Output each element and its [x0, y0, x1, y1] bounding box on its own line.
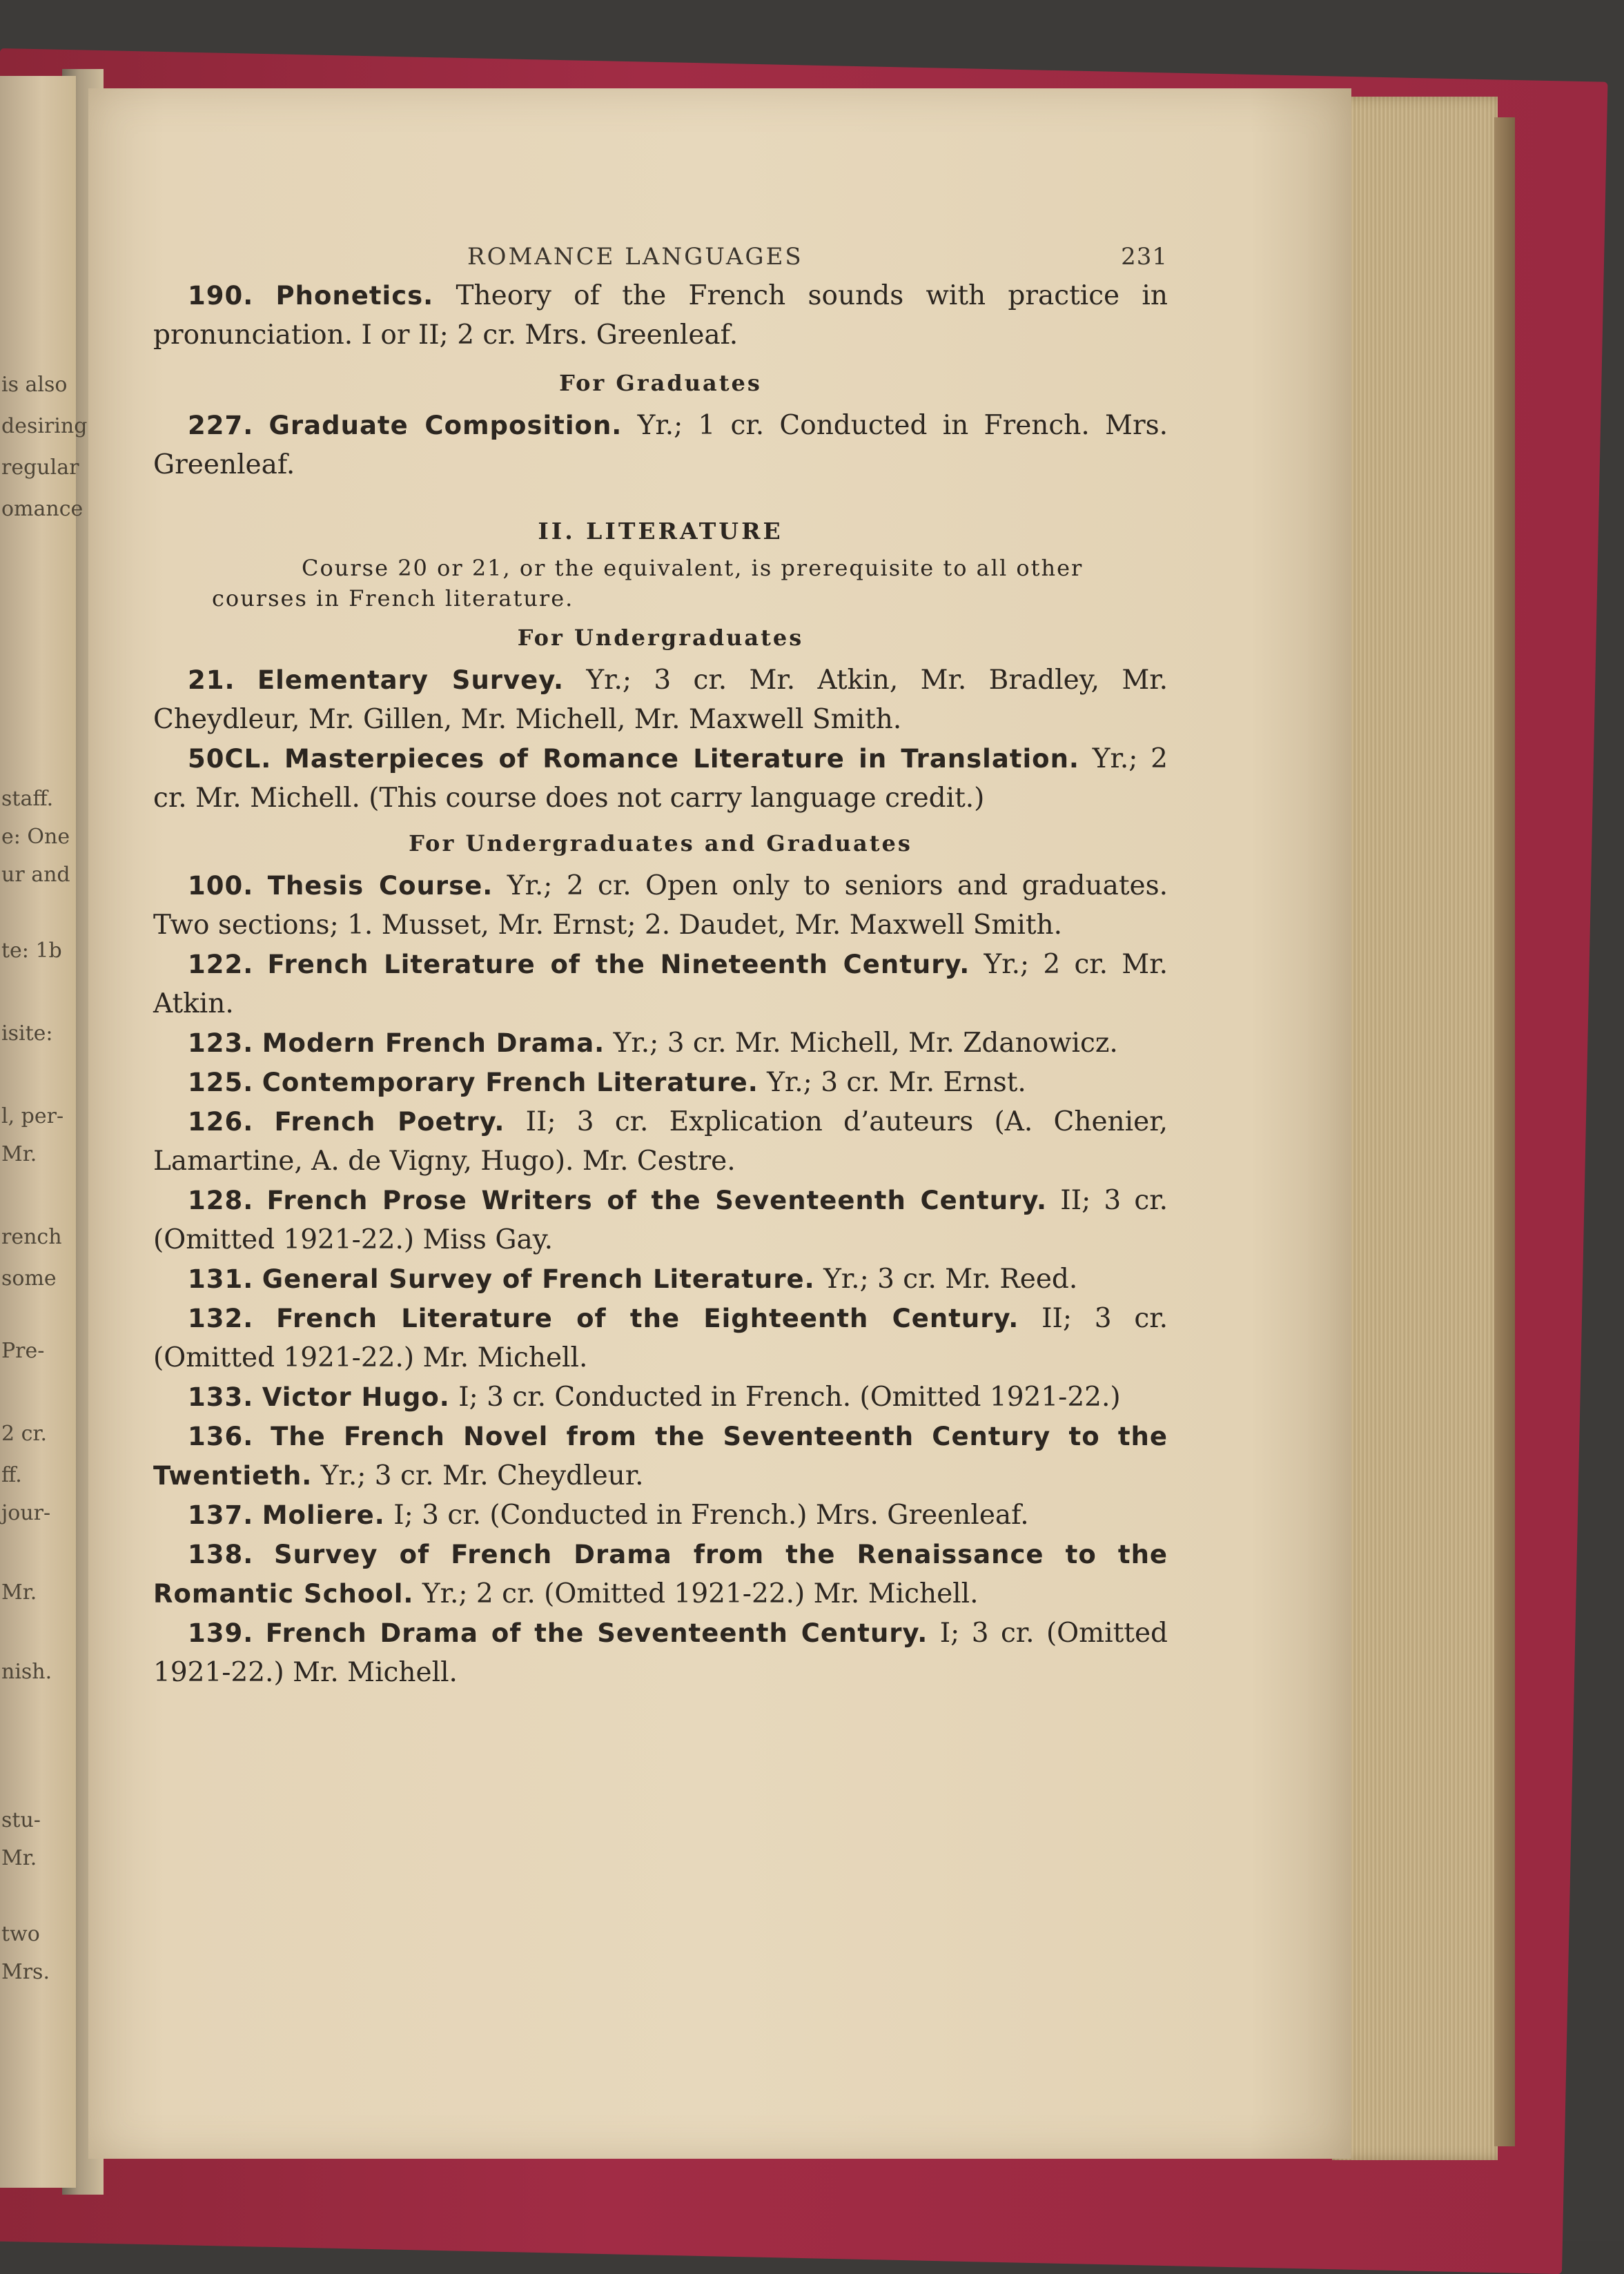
- course-entry: [153, 1417, 1168, 1496]
- course-list-graduates: [153, 406, 1168, 484]
- course-details: Yr.; 2 cr. (Omitted 1921-22.) Mr. Michell.: [422, 1578, 979, 1609]
- course-title: Graduate Composition.: [268, 411, 623, 440]
- course-entry: [153, 739, 1168, 818]
- left-page-fragment: nish.: [1, 1660, 52, 1684]
- course-number: 50CL.: [188, 744, 272, 774]
- page-number: 231: [1121, 243, 1168, 271]
- course-list-undergraduates-and-graduates: [153, 866, 1168, 1692]
- course-title: Phonetics.: [275, 281, 434, 311]
- course-details: I; 3 cr. Conducted in French. (Omitted 1921-22.): [458, 1382, 1121, 1413]
- running-head-title: ROMANCE LANGUAGES: [467, 243, 803, 271]
- course-details: Yr.; 3 cr. Mr. Reed.: [823, 1264, 1078, 1295]
- course-title: Modern French Drama.: [262, 1028, 605, 1058]
- left-page-fragment: 2 cr.: [1, 1422, 48, 1446]
- running-head: [153, 237, 1168, 273]
- left-page-fragment: desiring: [1, 414, 88, 438]
- course-entry: [153, 1299, 1168, 1378]
- left-page-fragment: jour-: [1, 1501, 51, 1525]
- left-page-fragment: regular: [1, 455, 79, 480]
- left-page-edge: [0, 76, 88, 2188]
- course-number: 131.: [188, 1264, 254, 1294]
- course-title: General Survey of French Literature.: [262, 1264, 815, 1294]
- left-page-fragment: omance: [1, 497, 84, 521]
- course-number: 100.: [188, 871, 254, 901]
- course-number: 132.: [188, 1304, 254, 1333]
- course-number: 123.: [188, 1028, 254, 1058]
- course-entry: [153, 1535, 1168, 1614]
- course-details: II; 3 cr. (Omitted 1921-22.) Mr. Michell.: [153, 1303, 1168, 1373]
- course-number: 125.: [188, 1068, 254, 1097]
- course-details: Yr.; 1 cr. Conducted in French. Mrs. Greenleaf.: [153, 410, 1168, 480]
- course-title: Masterpieces of Romance Literature in Translation.: [284, 744, 1079, 774]
- left-page-fragment: Mr.: [1, 1580, 37, 1605]
- course-details: Yr.; 2 cr. Mr. Michell. (This course does not carry language credit.): [153, 743, 1168, 814]
- course-details: I; 3 cr. (Omitted 1921-22.) Mr. Michell.: [153, 1618, 1168, 1688]
- course-number: 122.: [188, 950, 254, 979]
- course-list-phonetics: [153, 276, 1168, 355]
- left-page-fragment: Mr.: [1, 1846, 37, 1870]
- left-page-fragment: stu-: [1, 1808, 41, 1832]
- course-entry: [153, 406, 1168, 484]
- left-page-fragment: Mr.: [1, 1142, 37, 1166]
- left-page-fragment: e: One: [1, 825, 70, 849]
- course-number: 21.: [188, 665, 235, 695]
- course-entry: [153, 945, 1168, 1023]
- left-page-fragment: staff.: [1, 787, 54, 811]
- course-number: 128.: [188, 1186, 254, 1215]
- course-title: Victor Hugo.: [262, 1382, 450, 1412]
- course-details: Yr.; 2 cr. Open only to seniors and graduates. Two sections; 1. Musset, Mr. Ernst; 2. Daudet, Mr. Maxwell Smith.: [153, 870, 1168, 941]
- course-title: French Literature of the Nineteenth Century.: [267, 950, 970, 979]
- heading-for-undergraduates: For Undergraduates: [517, 625, 804, 651]
- course-number: 133.: [188, 1382, 254, 1412]
- course-number: 139.: [188, 1618, 254, 1648]
- course-title: Survey of French Drama from the Renaissance to the Romantic School.: [153, 1540, 1168, 1609]
- course-details: Yr.; 2 cr. Mr. Atkin.: [153, 949, 1168, 1019]
- literature-prerequisite-note: Course 20 or 21, or the equivalent, is prerequisite to all other courses in French literature.: [212, 555, 1084, 611]
- course-number: 190.: [188, 281, 254, 311]
- course-title: French Drama of the Seventeenth Century.: [265, 1618, 928, 1648]
- left-page-fragment: l, per-: [1, 1104, 64, 1128]
- course-entry: [153, 1063, 1168, 1102]
- course-list-undergraduates: [153, 660, 1168, 818]
- course-number: 137.: [188, 1500, 254, 1530]
- course-title: Contemporary French Literature.: [262, 1068, 759, 1097]
- course-entry: [153, 276, 1168, 355]
- page-content: [153, 237, 1168, 1692]
- course-number: 126.: [188, 1107, 254, 1137]
- left-page-fragment: some: [1, 1266, 57, 1291]
- page-edges: [1332, 97, 1498, 2160]
- course-entry: [153, 1181, 1168, 1259]
- page-edges-shadow: [1494, 117, 1515, 2146]
- course-title: French Prose Writers of the Seventeenth Century.: [266, 1186, 1048, 1215]
- course-title: Moliere.: [262, 1500, 385, 1530]
- left-page-fragment: two: [1, 1922, 40, 1946]
- course-details: II; 3 cr. Explication d’auteurs (A. Chenier, Lamartine, A. de Vigny, Hugo). Mr. Cestre.: [153, 1106, 1168, 1177]
- left-page-fragment: ff.: [1, 1463, 22, 1487]
- course-number: 136.: [188, 1422, 254, 1451]
- course-details: Yr.; 3 cr. Mr. Atkin, Mr. Bradley, Mr. Cheydleur, Mr. Gillen, Mr. Michell, Mr. Maxwell Smith.: [153, 665, 1168, 735]
- left-page-fragment: Pre-: [1, 1339, 45, 1363]
- left-page-fragment: te: 1b: [1, 939, 62, 963]
- heading-literature: II. LITERATURE: [538, 518, 783, 545]
- heading-for-undergraduates-and-graduates: For Undergraduates and Graduates: [409, 830, 912, 856]
- left-page-fragment: ur and: [1, 863, 70, 887]
- course-entry: [153, 1102, 1168, 1181]
- course-entry: [153, 866, 1168, 945]
- course-details: Yr.; 3 cr. Mr. Ernst.: [767, 1067, 1026, 1098]
- left-page-fragment: rench: [1, 1225, 62, 1249]
- course-details: Yr.; 3 cr. Mr. Cheydleur.: [320, 1460, 644, 1491]
- course-details: Theory of the French sounds with practice in pronunciation. I or II; 2 cr. Mrs. Greenleaf.: [153, 280, 1168, 351]
- heading-for-graduates: For Graduates: [559, 370, 762, 396]
- course-entry: [153, 1259, 1168, 1299]
- course-entry: [153, 1496, 1168, 1535]
- course-title: Elementary Survey.: [257, 665, 565, 695]
- course-title: French Poetry.: [274, 1107, 505, 1137]
- course-title: Thesis Course.: [267, 871, 493, 901]
- course-details: I; 3 cr. (Conducted in French.) Mrs. Greenleaf.: [393, 1500, 1029, 1531]
- course-details: Yr.; 3 cr. Mr. Michell, Mr. Zdanowicz.: [613, 1028, 1118, 1059]
- course-title: French Literature of the Eighteenth Century.: [276, 1304, 1019, 1333]
- course-title: The French Novel from the Seventeenth Century to the Twentieth.: [153, 1422, 1168, 1491]
- left-page-fragment: isite:: [1, 1021, 53, 1046]
- course-entry: [153, 1023, 1168, 1063]
- course-details: II; 3 cr. (Omitted 1921-22.) Miss Gay.: [153, 1185, 1168, 1255]
- left-page-fragment: Mrs.: [1, 1960, 50, 1984]
- course-entry: [153, 660, 1168, 739]
- course-number: 138.: [188, 1540, 254, 1569]
- course-entry: [153, 1614, 1168, 1692]
- left-page-fragment: is also: [1, 373, 68, 397]
- course-number: 227.: [188, 411, 254, 440]
- course-entry: [153, 1378, 1168, 1417]
